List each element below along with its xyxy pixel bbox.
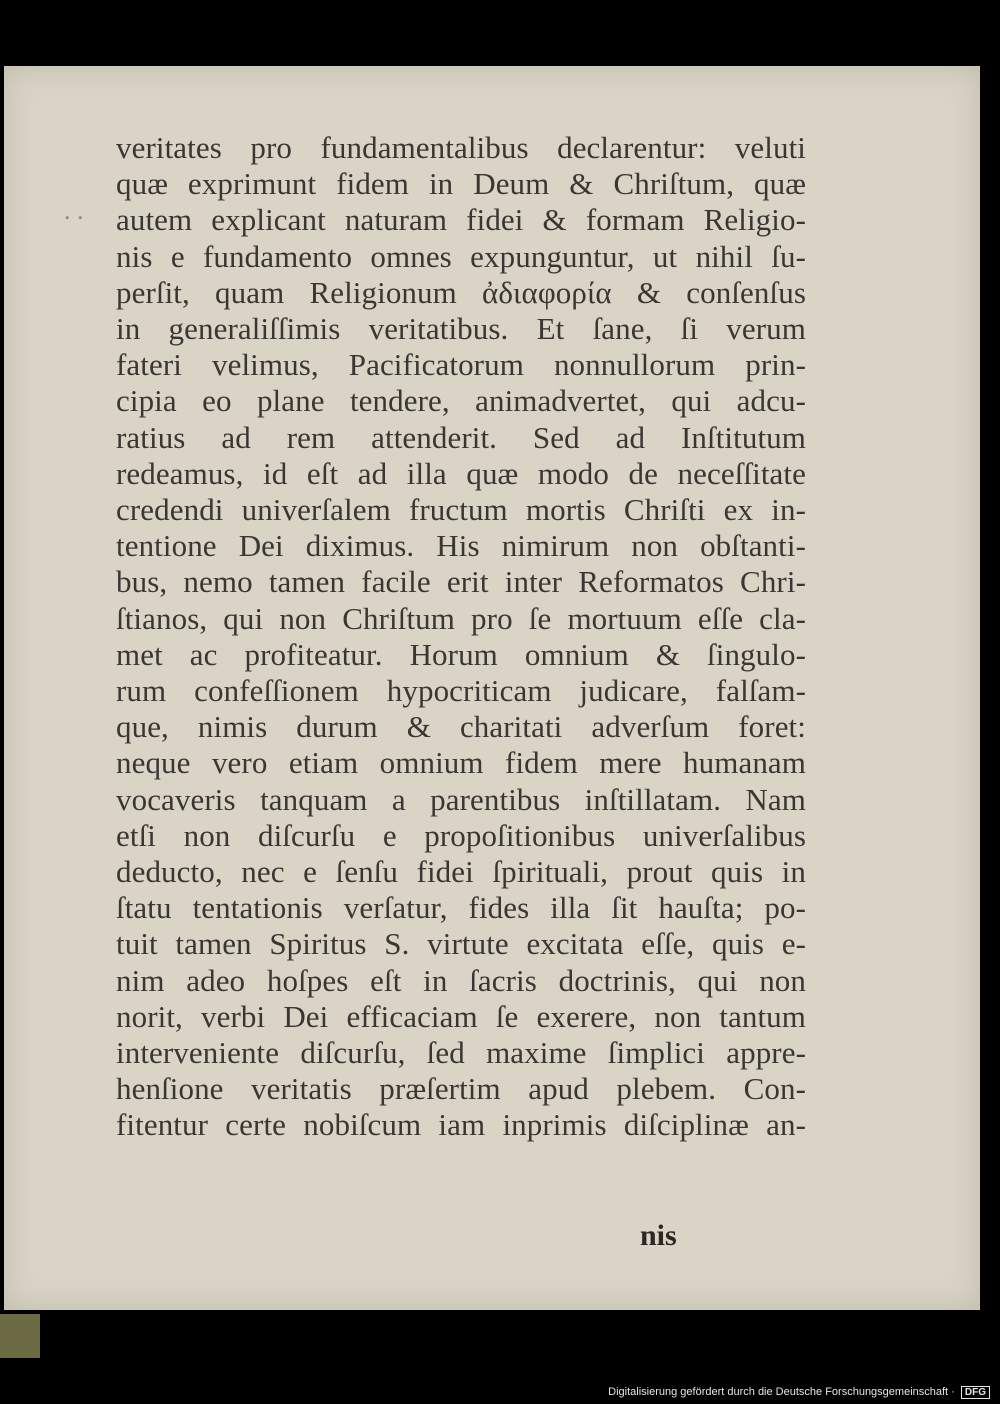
text-line: redeamus, id eſt ad illa quæ modo de neceſſitate [116,455,806,491]
text-line: ratius ad rem attenderit. Sed ad Inſtitutum [116,419,806,455]
text-line: henſione veritatis præſertim apud plebem. Con- [116,1071,806,1107]
text-line: veritates pro fundamentalibus declarentur: veluti [116,130,806,165]
text-line: ſtianos, qui non Chriſtum pro ſe mortuum eſſe cla- [116,600,806,636]
text-line: ſtatu tentationis verſatur, fides illa ſit hauſta; po- [116,890,806,926]
dfg-logo-icon: DFG [961,1386,990,1399]
text-line: autem explicant naturam fidei & formam Religio- [116,202,806,238]
footer-text: Digitalisierung gefördert durch die Deutsche Forschungsgemeinschaft · [608,1386,955,1398]
text-line: tentione Dei diximus. His nimirum non obſtanti- [116,528,806,564]
text-line: norit, verbi Dei efficaciam ſe exerere, non tantum [116,998,806,1034]
text-line: quæ exprimunt fidem in Deum & Chriſtum, quæ [116,166,806,202]
margin-mark: . . [64,196,84,225]
book-edge [0,1314,40,1358]
text-line: rum confeſſionem hypocriticam judicare, falſam- [116,673,806,709]
text-line: interveniente diſcurſu, ſed maxime ſimplici appre- [116,1035,806,1071]
text-line: etſi non diſcurſu e propoſitionibus univerſalibus [116,817,806,853]
text-line: bus, nemo tamen facile erit inter Reformatos Chri- [116,564,806,600]
text-line: tuit tamen Spiritus S. virtute excitata eſſe, quis e- [116,926,806,962]
text-block [116,130,806,1144]
book-page [4,66,980,1310]
text-line: deducto, nec e ſenſu fidei ſpirituali, prout quis in [116,854,806,890]
funding-footer [608,1386,990,1399]
text-line: que, nimis durum & charitati adverſum foret: [116,709,806,745]
text-line: nim adeo hoſpes eſt in ſacris doctrinis, qui non [116,962,806,998]
text-line: vocaveris tanquam a parentibus inſtillatam. Nam [116,781,806,817]
catchword: nis [640,1219,677,1252]
text-line: perſit, quam Religionum ἀδιαφορία & conſenſus [116,274,806,310]
text-line: nis e fundamento omnes expunguntur, ut nihil ſu- [116,238,806,274]
text-line: neque vero etiam omnium fidem mere humanam [116,745,806,781]
text-line: cipia eo plane tendere, animadvertet, qui adcu- [116,383,806,419]
text-line: in generaliſſimis veritatibus. Et ſane, ſi verum [116,311,806,347]
text-line: credendi univerſalem fructum mortis Chriſti ex in- [116,492,806,528]
text-line: fateri velimus, Pacificatorum nonnullorum prin- [116,347,806,383]
text-line: fitentur certe nobiſcum iam inprimis diſciplinæ an- [116,1107,806,1143]
text-line: met ac profiteatur. Horum omnium & ſingulo- [116,636,806,672]
